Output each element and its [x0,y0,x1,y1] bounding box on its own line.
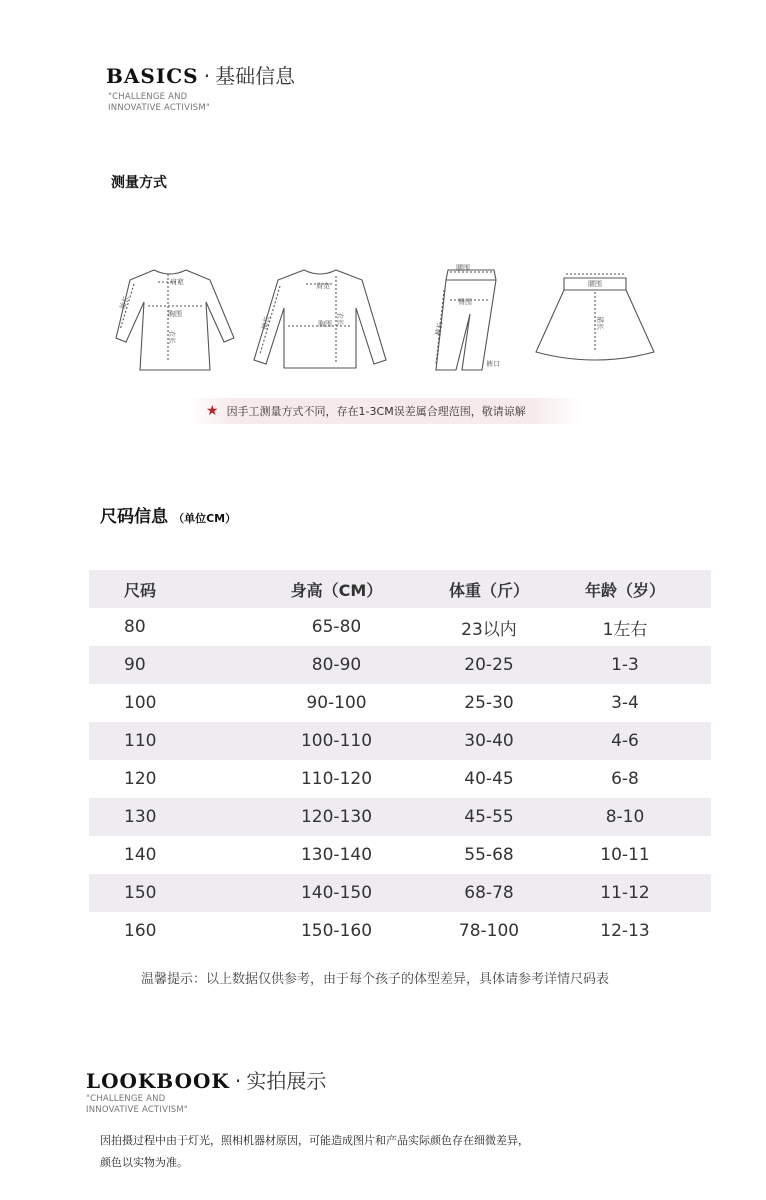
lookbook-separator: · [234,1069,242,1093]
cell-size: 90 [124,655,146,675]
cell-height: 130-140 [300,845,373,865]
cell-height: 80-90 [311,655,362,675]
table-row [89,646,711,684]
label-length: 衣长 [168,330,176,344]
slogan-line: INNOVATIVE ACTIVISM" [86,1105,189,1115]
lookbook-brand: LOOKBOOK [86,1069,230,1093]
lookbook-slogan [86,1094,188,1116]
label-hip: 臀围 [458,298,472,306]
cell-height: 65-80 [311,617,362,637]
cell-age: 1左右 [602,619,648,640]
table-row [89,760,711,798]
cell-weight: 25-30 [464,693,514,713]
label-leg-opening: 裤口 [486,360,500,368]
pants-diagram [436,270,496,370]
lookbook-title: 实拍展示 [246,1069,327,1093]
cell-weight: 30-40 [464,731,514,751]
cell-weight: 20-25 [464,655,514,675]
cell-size: 110 [124,731,157,751]
size-info-unit: （单位CM） [173,512,237,525]
cell-size: 150 [124,883,157,903]
star-icon: ★ [206,403,219,419]
cell-size: 130 [124,807,157,827]
size-table [89,570,711,950]
table-row [89,684,711,722]
cell-size: 120 [124,769,157,789]
cell-age: 12-13 [600,921,650,941]
size-info-header [100,502,236,527]
cell-size: 80 [124,617,146,637]
measure-title: 测量方式 [111,175,167,191]
cell-age: 3-4 [611,693,639,713]
label-shoulder: 肩宽 [170,278,184,286]
table-row [89,912,711,950]
label-chest-2: 胸围 [318,320,332,328]
lookbook-header [86,1065,326,1094]
lookbook-note-line: 颜色以实物为准。 [100,1156,188,1169]
label-shoulder-2: 肩宽 [316,282,330,290]
label-sleeve-2: 袖长 [260,314,272,331]
table-row [89,798,711,836]
lookbook-note [100,1130,700,1174]
header-weight: 体重（斤） [448,580,529,600]
cell-age: 11-12 [600,883,650,903]
table-row [89,836,711,874]
cell-size: 160 [124,921,157,941]
size-info-title: 尺码信息 [100,507,168,527]
cell-height: 100-110 [300,731,373,751]
label-skirt-length: 裙长 [596,316,604,330]
size-tip: 温馨提示：以上数据仅供参考，由于每个孩子的体型差异，具体请参考详情尺码表 [141,972,610,987]
cell-weight: 23以内 [461,619,517,640]
basics-title: 基础信息 [215,64,296,88]
cell-size: 100 [124,693,157,713]
cell-weight: 40-45 [464,769,514,789]
cell-height: 90-100 [306,693,367,713]
cell-age: 4-6 [611,731,639,751]
cell-weight: 55-68 [464,845,514,865]
slogan-line: INNOVATIVE ACTIVISM" [108,103,211,113]
cell-height: 120-130 [300,807,373,827]
table-header-row [89,570,711,608]
header-height: 身高（CM） [290,580,383,600]
cell-age: 1-3 [611,655,639,675]
cell-size: 140 [124,845,157,865]
lookbook-note-line: 因拍摄过程中由于灯光，照相机器材原因，可能造成图片和产品实际颜色存在细微差异， [100,1134,529,1147]
measurement-note-text: 因手工测量方式不同，存在1-3CM误差属合理范围，敬请谅解 [226,405,526,418]
slogan-line: "CHALLENGE AND [108,92,188,102]
measurement-note [188,398,580,424]
label-waist: 腰围 [456,264,470,272]
header-age: 年龄（岁） [584,580,665,600]
cell-height: 140-150 [300,883,373,903]
cell-weight: 68-78 [464,883,514,903]
label-length-2: 衣长 [336,312,344,326]
label-pant-length: 裤长 [434,321,445,337]
label-chest: 胸围 [168,310,182,318]
label-sleeve: 袖长 [118,294,131,311]
basics-separator: · [203,64,211,88]
cell-age: 6-8 [611,769,639,789]
slogan-line: "CHALLENGE AND [86,1094,166,1104]
cell-height: 150-160 [300,921,373,941]
header-size: 尺码 [124,580,157,600]
basics-header [106,60,295,89]
basics-brand: BASICS [106,64,199,88]
label-waist-2: 腰围 [588,280,602,288]
table-row [89,874,711,912]
table-row [89,722,711,760]
cell-weight: 78-100 [458,921,520,941]
measurement-diagrams [110,250,604,380]
table-row [89,608,711,646]
cell-age: 8-10 [605,807,645,827]
cell-weight: 45-55 [464,807,514,827]
cell-height: 110-120 [300,769,373,789]
cell-age: 10-11 [600,845,650,865]
basics-slogan [108,92,210,114]
